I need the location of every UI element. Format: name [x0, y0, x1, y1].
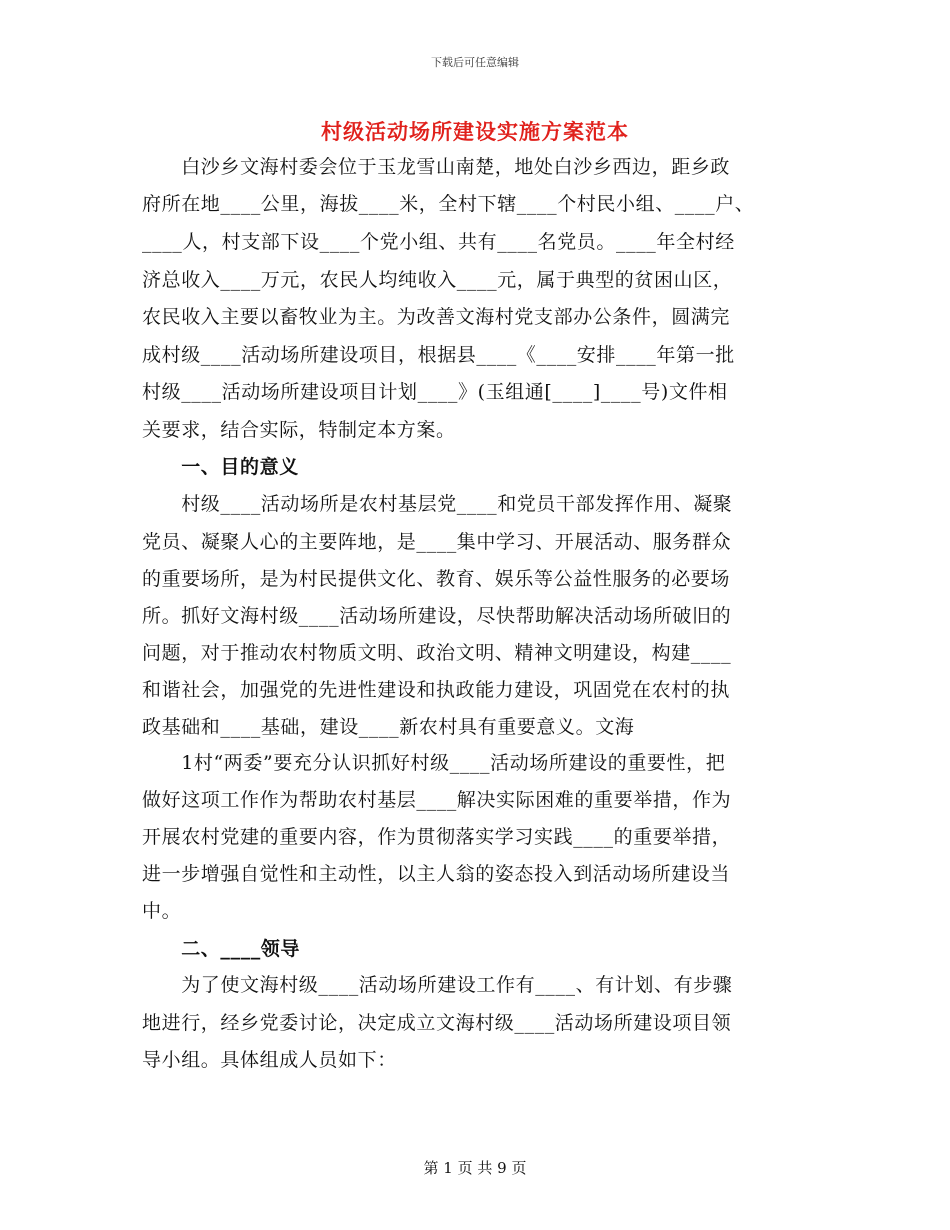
paragraph-line: 开展农村党建的重要内容，作为贯彻落实学习实践____的重要举措， [142, 826, 732, 848]
paragraph-line: 成村级____活动场所建设项目，根据县____《____安排____年第一批 [142, 344, 735, 366]
page-header: 下载后可任意编辑 [431, 56, 519, 69]
paragraph-line: 所。抓好文海村级____活动场所建设，尽快帮助解决活动场所破旧的 [142, 605, 732, 627]
paragraph-line: 济总收入____万元，农民人均纯收入____元，属于典型的贫困山区， [142, 269, 733, 291]
paragraph-line: 政基础和____基础，建设____新农村具有重要意义。文海 [142, 716, 635, 738]
paragraph-line: 白沙乡文海村委会位于玉龙雪山南楚，地处白沙乡西边，距乡政 [142, 156, 731, 178]
paragraph-line: 和谐社会，加强党的先进性建设和执政能力建设，巩固党在农村的执 [142, 679, 731, 701]
paragraph-line: 府所在地____公里，海拔____米，全村下辖____个村民小组、____户、 [142, 193, 755, 215]
paragraph-line: 农民收入主要以畜牧业为主。为改善文海村党支部办公条件，圆满完 [142, 306, 731, 328]
paragraph-line: 为了使文海村级____活动场所建设工作有____、有计划、有步骤 [142, 974, 733, 996]
paragraph-line: 村级____活动场所建设项目计划____》(玉组通[____]____号)文件相 [142, 381, 728, 403]
document-title: 村级活动场所建设实施方案范本 [321, 119, 629, 144]
paragraph-line: 1村“两委”要充分认识抓好村级____活动场所建设的重要性，把 [142, 752, 726, 774]
paragraph-line: 党员、凝聚人心的主要阵地，是____集中学习、开展活动、服务群众 [142, 531, 732, 553]
paragraph-line: 村级____活动场所是农村基层党____和党员干部发挥作用、凝聚 [142, 493, 733, 515]
paragraph-line: 进一步增强自觉性和主动性，以主人翁的姿态投入到活动场所建设当 [142, 863, 731, 885]
paragraph-line: 的重要场所，是为村民提供文化、教育、娱乐等公益性服务的必要场 [142, 568, 731, 590]
paragraph-line: 导小组。具体组成人员如下： [142, 1049, 397, 1071]
paragraph-line: ____人，村支部下设____个党小组、共有____名党员。____年全村经 [142, 231, 735, 253]
paragraph-line: 中。 [142, 900, 182, 922]
paragraph-line: 关要求，结合实际，特制定本方案。 [142, 419, 456, 441]
section-heading: 一、目的意义 [142, 456, 299, 478]
page-number: 第 1 页 共 9 页 [423, 1159, 527, 1177]
paragraph-line: 做好这项工作作为帮助农村基层____解决实际困难的重要举措，作为 [142, 789, 732, 811]
paragraph-line: 地进行，经乡党委讨论，决定成立文海村级____活动场所建设项目领 [142, 1012, 732, 1034]
section-heading: 二、____领导 [142, 938, 301, 960]
paragraph-line: 问题，对于推动农村物质文明、政治文明、精神文明建设，构建____ [142, 642, 732, 664]
